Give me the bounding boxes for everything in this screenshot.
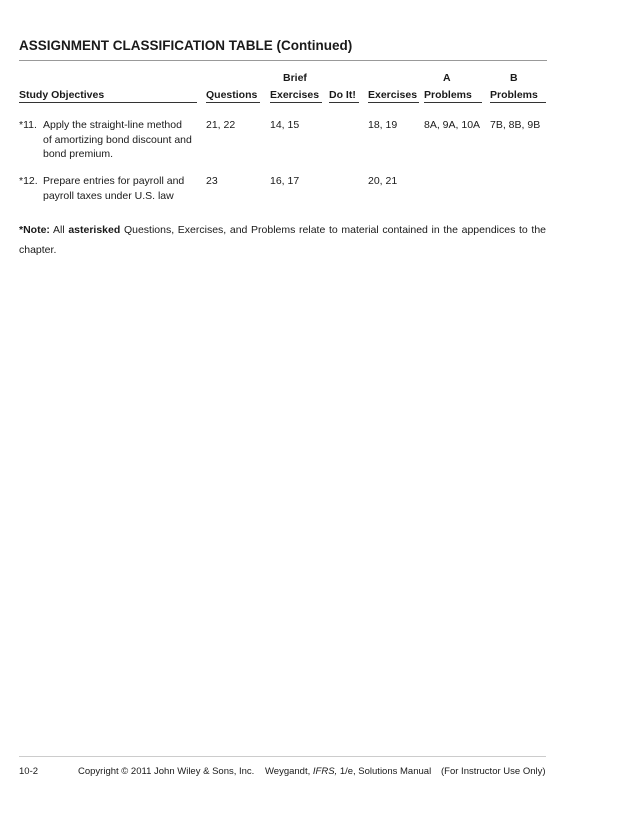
underline-study-objectives [19,102,197,103]
underline-questions [206,102,260,103]
note-label: *Note: [19,224,50,236]
title-divider [19,60,547,61]
row-11-exercises: 18, 19 [368,119,398,131]
footer-book-author: Weygandt, [265,766,311,777]
footer-divider [19,756,546,757]
footer-book [265,766,431,777]
footer-book-title: IFRS, [312,766,338,777]
row-12-questions: 23 [206,175,218,187]
footer-copyright: Copyright © 2011 John Wiley & Sons, Inc. [78,766,255,777]
underline-do-it [329,102,359,103]
underline-exercises [368,102,419,103]
footer-book-rest: 1/e, Solutions Manual [339,766,432,777]
footer-page-number: 10-2 [19,766,39,777]
row-11-number: *11. [19,119,37,131]
row-11-questions: 21, 22 [206,119,236,131]
note-pre: All [53,224,65,236]
header-questions: Questions [206,89,258,101]
row-12-exercises: 20, 21 [368,175,398,187]
row-12-objective: Prepare entries for payroll and payroll taxes under U.S. law [43,175,185,202]
underline-a-problems [424,102,482,103]
header-a-problems: Problems [424,89,472,101]
row-11-a-problems: 8A, 9A, 10A [424,119,481,131]
footer-usage: (For Instructor Use Only) [441,766,546,777]
row-11-b-problems: 7B, 8B, 9B [490,119,541,131]
row-11-objective: Apply the straight-line method of amortizing bond discount and bond premium. [43,119,192,160]
row-12-number: *12. [19,175,38,187]
appendix-note [19,220,546,260]
header-study-objectives: Study Objectives [19,89,105,101]
note-body: Questions, Exercises, and Problems relate to material contained in the appendices to the chapter. [19,224,546,256]
row-12-brief-exercises: 16, 17 [270,175,300,187]
header-exercises: Exercises [368,89,418,101]
header-do-it: Do It! [329,89,356,101]
underline-b-problems [490,102,546,103]
header-brief-top: Brief [283,72,307,84]
note-emphasis: asterisked [68,224,121,236]
header-b-top: B [510,72,518,84]
header-brief-exercises: Exercises [270,89,320,101]
header-a-top: A [443,72,451,84]
row-11-brief-exercises: 14, 15 [270,119,300,131]
header-b-problems: Problems [490,89,538,101]
page-title: ASSIGNMENT CLASSIFICATION TABLE (Continued) [19,38,353,53]
underline-brief-exercises [270,102,322,103]
